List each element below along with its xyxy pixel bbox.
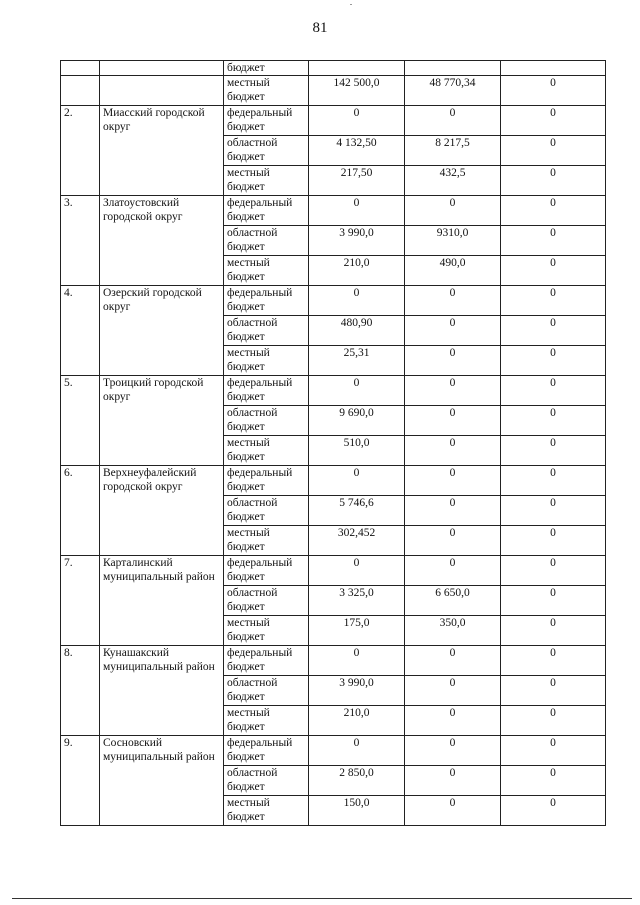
cell-municipality: Златоустовский городской округ bbox=[100, 196, 224, 286]
cell-value-1: 302,452 bbox=[309, 526, 405, 556]
cell-value-2: 0 bbox=[405, 676, 501, 706]
cell-budget-type: областной бюджет bbox=[224, 226, 309, 256]
cell-value-3: 0 bbox=[501, 766, 606, 796]
cell-municipality: Озерский городской округ bbox=[100, 286, 224, 376]
cell-value-3: 0 bbox=[501, 646, 606, 676]
budget-table bbox=[60, 60, 606, 826]
cell-municipality bbox=[100, 61, 224, 76]
cell-value-1: 3 990,0 bbox=[309, 226, 405, 256]
cell-budget-type: местный бюджет bbox=[224, 616, 309, 646]
cell-value-1: 2 850,0 bbox=[309, 766, 405, 796]
cell-budget-type: областной бюджет bbox=[224, 406, 309, 436]
cell-value-3: 0 bbox=[501, 286, 606, 316]
cell-value-1: 150,0 bbox=[309, 796, 405, 826]
cell-budget-type: местный бюджет bbox=[224, 76, 309, 106]
cell-value-1: 9 690,0 bbox=[309, 406, 405, 436]
cell-budget-type: местный бюджет bbox=[224, 166, 309, 196]
cell-num: 5. bbox=[61, 376, 100, 466]
cell-value-1: 0 bbox=[309, 646, 405, 676]
cell-budget-type: областной бюджет bbox=[224, 586, 309, 616]
cell-municipality: Кунашакский муниципальный район bbox=[100, 646, 224, 736]
cell-value-3: 0 bbox=[501, 406, 606, 436]
cell-value-2: 350,0 bbox=[405, 616, 501, 646]
cell-value-1: 510,0 bbox=[309, 436, 405, 466]
cell-value-2: 0 bbox=[405, 736, 501, 766]
cell-value-3: 0 bbox=[501, 346, 606, 376]
cell-value-2: 0 bbox=[405, 286, 501, 316]
cell-value-2: 48 770,34 bbox=[405, 76, 501, 106]
table-row bbox=[61, 376, 606, 406]
table-row bbox=[61, 286, 606, 316]
table-row bbox=[61, 196, 606, 226]
cell-budget-type: федеральный бюджет bbox=[224, 376, 309, 406]
cell-value-1: 210,0 bbox=[309, 706, 405, 736]
cell-value-1: 0 bbox=[309, 286, 405, 316]
cell-value-2 bbox=[405, 61, 501, 76]
cell-value-2: 0 bbox=[405, 646, 501, 676]
cell-budget-type: областной бюджет bbox=[224, 676, 309, 706]
cell-value-2: 9310,0 bbox=[405, 226, 501, 256]
cell-budget-type: федеральный бюджет bbox=[224, 466, 309, 496]
cell-value-1: 25,31 bbox=[309, 346, 405, 376]
cell-num: 4. bbox=[61, 286, 100, 376]
cell-value-3: 0 bbox=[501, 136, 606, 166]
cell-budget-type: местный бюджет bbox=[224, 346, 309, 376]
cell-budget-type: федеральный бюджет bbox=[224, 106, 309, 136]
cell-value-3: 0 bbox=[501, 226, 606, 256]
cell-value-3: 0 bbox=[501, 676, 606, 706]
cell-value-3: 0 bbox=[501, 736, 606, 766]
cell-budget-type: областной бюджет bbox=[224, 496, 309, 526]
cell-value-3 bbox=[501, 61, 606, 76]
cell-value-3: 0 bbox=[501, 196, 606, 226]
cell-value-1: 4 132,50 bbox=[309, 136, 405, 166]
cell-value-3: 0 bbox=[501, 586, 606, 616]
cell-value-3: 0 bbox=[501, 496, 606, 526]
cell-value-3: 0 bbox=[501, 316, 606, 346]
cell-budget-type: местный бюджет bbox=[224, 436, 309, 466]
cell-value-3: 0 bbox=[501, 76, 606, 106]
cell-value-3: 0 bbox=[501, 706, 606, 736]
cell-budget-type: федеральный бюджет bbox=[224, 196, 309, 226]
cell-value-2: 0 bbox=[405, 346, 501, 376]
cell-budget-type: местный бюджет bbox=[224, 706, 309, 736]
cell-budget-type: федеральный бюджет bbox=[224, 736, 309, 766]
table-row-continuation-local bbox=[61, 76, 606, 106]
cell-value-3: 0 bbox=[501, 436, 606, 466]
page-number: 81 bbox=[312, 20, 328, 36]
cell-value-2: 0 bbox=[405, 766, 501, 796]
cell-budget-type: местный бюджет bbox=[224, 256, 309, 286]
cell-municipality bbox=[100, 76, 224, 106]
cell-value-3: 0 bbox=[501, 616, 606, 646]
cell-municipality: Сосновский муниципальный район bbox=[100, 736, 224, 826]
cell-num: 9. bbox=[61, 736, 100, 826]
cell-num: 7. bbox=[61, 556, 100, 646]
cell-municipality: Троицкий городской округ bbox=[100, 376, 224, 466]
cell-value-2: 0 bbox=[405, 556, 501, 586]
cell-value-1: 3 990,0 bbox=[309, 676, 405, 706]
cell-value-1: 0 bbox=[309, 466, 405, 496]
table-row-continuation-top bbox=[61, 61, 606, 76]
cell-value-2: 0 bbox=[405, 106, 501, 136]
cell-value-1: 175,0 bbox=[309, 616, 405, 646]
cell-value-3: 0 bbox=[501, 466, 606, 496]
cell-value-2: 0 bbox=[405, 196, 501, 226]
cell-value-1: 0 bbox=[309, 376, 405, 406]
cell-value-2: 0 bbox=[405, 406, 501, 436]
cell-value-3: 0 bbox=[501, 106, 606, 136]
cell-value-1: 142 500,0 bbox=[309, 76, 405, 106]
cell-value-2: 0 bbox=[405, 796, 501, 826]
cell-value-2: 0 bbox=[405, 706, 501, 736]
table-row bbox=[61, 556, 606, 586]
cell-value-3: 0 bbox=[501, 376, 606, 406]
cell-value-3: 0 bbox=[501, 796, 606, 826]
cell-value-2: 490,0 bbox=[405, 256, 501, 286]
cell-value-2: 0 bbox=[405, 466, 501, 496]
table-row bbox=[61, 736, 606, 766]
cell-value-1: 0 bbox=[309, 556, 405, 586]
table-row bbox=[61, 646, 606, 676]
cell-budget-type: бюджет bbox=[224, 61, 309, 76]
cell-value-1: 217,50 bbox=[309, 166, 405, 196]
cell-budget-type: местный бюджет bbox=[224, 796, 309, 826]
cell-value-1: 210,0 bbox=[309, 256, 405, 286]
cell-num: 6. bbox=[61, 466, 100, 556]
cell-budget-type: местный бюджет bbox=[224, 526, 309, 556]
cell-value-2: 0 bbox=[405, 526, 501, 556]
cell-budget-type: федеральный бюджет bbox=[224, 556, 309, 586]
table-row bbox=[61, 106, 606, 136]
cell-value-2: 0 bbox=[405, 496, 501, 526]
cell-num: 3. bbox=[61, 196, 100, 286]
cell-num: 2. bbox=[61, 106, 100, 196]
cell-value-2: 0 bbox=[405, 436, 501, 466]
cell-value-2: 432,5 bbox=[405, 166, 501, 196]
bottom-rule bbox=[12, 898, 632, 899]
cell-value-3: 0 bbox=[501, 526, 606, 556]
cell-budget-type: федеральный бюджет bbox=[224, 286, 309, 316]
cell-value-1: 3 325,0 bbox=[309, 586, 405, 616]
cell-value-1: 480,90 bbox=[309, 316, 405, 346]
cell-municipality: Миасский городской округ bbox=[100, 106, 224, 196]
scan-speck bbox=[350, 4, 352, 5]
cell-budget-type: областной бюджет bbox=[224, 766, 309, 796]
cell-value-3: 0 bbox=[501, 556, 606, 586]
cell-value-2: 6 650,0 bbox=[405, 586, 501, 616]
cell-budget-type: областной бюджет bbox=[224, 316, 309, 346]
cell-value-1: 5 746,6 bbox=[309, 496, 405, 526]
cell-value-1: 0 bbox=[309, 106, 405, 136]
cell-municipality: Карталинский муниципальный район bbox=[100, 556, 224, 646]
cell-num: 8. bbox=[61, 646, 100, 736]
cell-num bbox=[61, 76, 100, 106]
cell-value-2: 0 bbox=[405, 316, 501, 346]
cell-value-3: 0 bbox=[501, 256, 606, 286]
cell-num bbox=[61, 61, 100, 76]
cell-value-1 bbox=[309, 61, 405, 76]
cell-value-2: 0 bbox=[405, 376, 501, 406]
cell-value-3: 0 bbox=[501, 166, 606, 196]
cell-value-2: 8 217,5 bbox=[405, 136, 501, 166]
cell-budget-type: областной бюджет bbox=[224, 136, 309, 166]
cell-value-1: 0 bbox=[309, 196, 405, 226]
cell-value-1: 0 bbox=[309, 736, 405, 766]
cell-municipality: Верхнеуфалейский городской округ bbox=[100, 466, 224, 556]
table-row bbox=[61, 466, 606, 496]
cell-budget-type: федеральный бюджет bbox=[224, 646, 309, 676]
